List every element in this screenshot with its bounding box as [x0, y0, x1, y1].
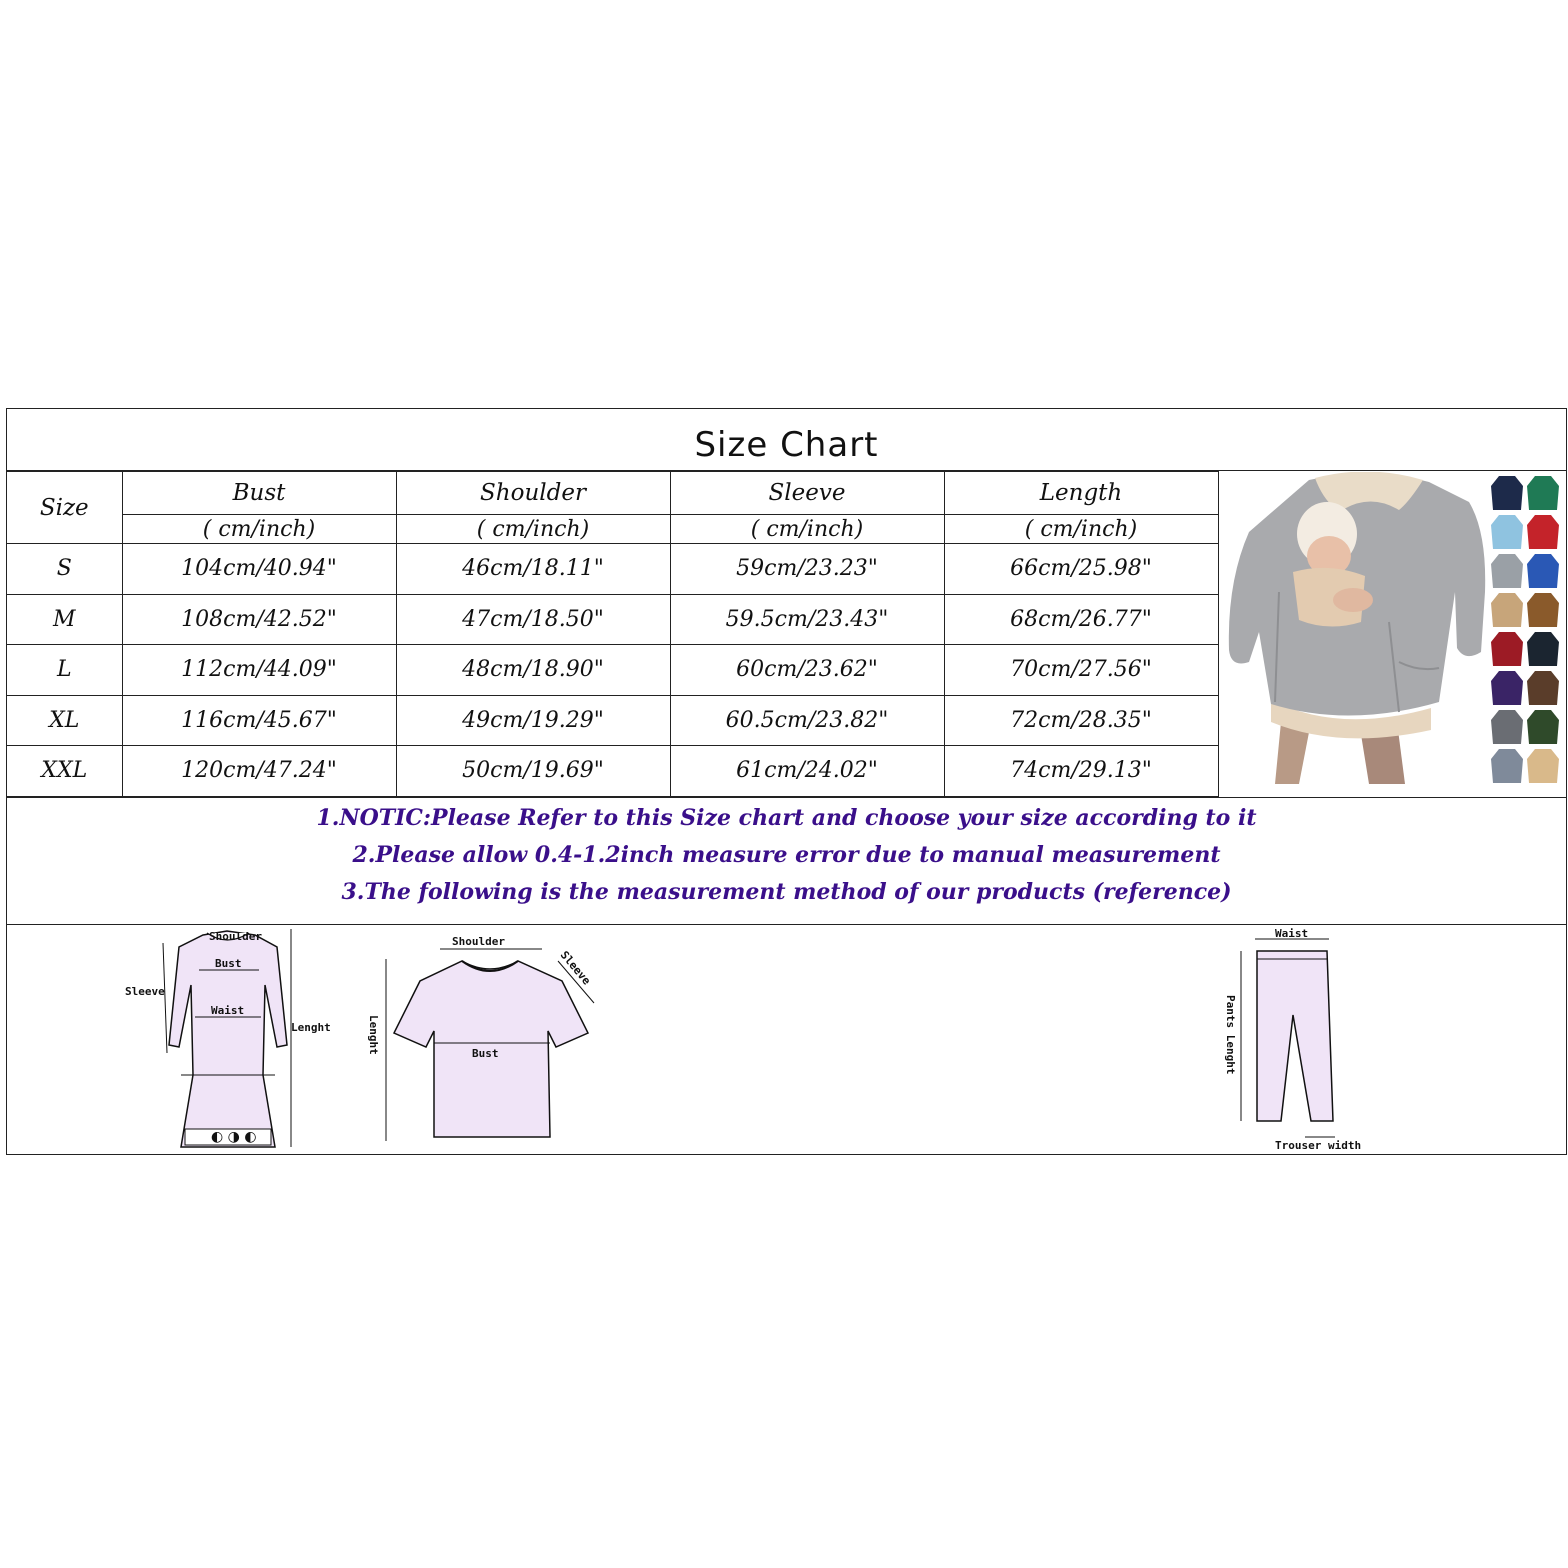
size-cell: M — [7, 594, 122, 645]
size-cell: XL — [7, 695, 122, 746]
shoulder-cell: 47cm/18.50" — [396, 594, 670, 645]
color-swatch — [1491, 710, 1523, 744]
pants-shape — [1257, 951, 1333, 1121]
table-row — [7, 746, 1218, 797]
table-unit-row — [7, 515, 1218, 544]
color-swatch — [1491, 515, 1523, 549]
size-header: Size — [7, 472, 122, 544]
bust-cell: 116cm/45.67" — [122, 695, 396, 746]
length-cell: 68cm/26.77" — [944, 594, 1218, 645]
color-swatch — [1527, 554, 1559, 588]
tshirt-diagram — [362, 925, 612, 1153]
column-unit: ( cm/inch) — [670, 515, 944, 544]
length-cell: 74cm/29.13" — [944, 746, 1218, 797]
tshirt-length-label: Lenght — [367, 1015, 380, 1055]
length-cell: 70cm/27.56" — [944, 645, 1218, 696]
column-header: Shoulder — [396, 472, 670, 515]
color-swatch — [1491, 554, 1523, 588]
product-photo — [1219, 472, 1565, 797]
pants-diagram — [1215, 925, 1375, 1153]
dress-diagram — [115, 925, 345, 1153]
dress-bust-label: Bust — [215, 957, 242, 970]
tshirt-shoulder-label: Shoulder — [452, 935, 505, 948]
tshirt-bust-label: Bust — [472, 1047, 499, 1060]
bust-cell: 112cm/44.09" — [122, 645, 396, 696]
color-swatch — [1491, 593, 1523, 627]
sleeve-cell: 59cm/23.23" — [670, 544, 944, 595]
dress-shoulder-label: Shoulder — [209, 930, 262, 943]
sleeve-cell: 61cm/24.02" — [670, 746, 944, 797]
bust-cell: 108cm/42.52" — [122, 594, 396, 645]
notes-section — [7, 797, 1566, 925]
color-swatch — [1527, 515, 1559, 549]
shoulder-cell: 50cm/19.69" — [396, 746, 670, 797]
note-line: 1.NOTIC:Please Refer to this Size chart and choose your size according to it — [316, 805, 1257, 831]
bust-cell: 104cm/40.94" — [122, 544, 396, 595]
column-header: Length — [944, 472, 1218, 515]
table-row — [7, 594, 1218, 645]
hand — [1333, 588, 1373, 612]
size-cell: L — [7, 645, 122, 696]
color-swatch — [1491, 671, 1523, 705]
pants-length-label: Pants Lenght — [1224, 995, 1237, 1075]
color-swatch — [1491, 749, 1523, 783]
sleeve-cell: 60.5cm/23.82" — [670, 695, 944, 746]
note-line: 3.The following is the measurement method of our products (reference) — [341, 879, 1232, 905]
measurement-diagrams — [7, 925, 1566, 1155]
size-table — [7, 471, 1219, 797]
sleeve-cell: 60cm/23.62" — [670, 645, 944, 696]
dress-waist-label: Waist — [211, 1004, 245, 1017]
color-swatch — [1491, 632, 1523, 666]
column-header: Sleeve — [670, 472, 944, 515]
color-swatch — [1527, 632, 1559, 666]
column-unit: ( cm/inch) — [944, 515, 1218, 544]
shoulder-cell: 46cm/18.11" — [396, 544, 670, 595]
length-cell: 66cm/25.98" — [944, 544, 1218, 595]
table-row — [7, 544, 1218, 595]
color-swatch — [1527, 710, 1559, 744]
table-row — [7, 695, 1218, 746]
color-swatch — [1527, 476, 1559, 510]
note-line: 2.Please allow 0.4-1.2inch measure error due to manual measurement — [352, 842, 1221, 868]
dress-length-label: Lenght — [291, 1021, 331, 1034]
moon-pattern: ◐ ◑ ◐ — [211, 1129, 257, 1145]
pants-waist-label: Waist — [1275, 927, 1309, 940]
column-header: Bust — [122, 472, 396, 515]
shoulder-cell: 49cm/19.29" — [396, 695, 670, 746]
dress-sleeve-label: Sleeve — [125, 985, 165, 998]
color-swatch — [1527, 671, 1559, 705]
chart-title: Size Chart — [7, 409, 1566, 471]
column-unit: ( cm/inch) — [122, 515, 396, 544]
shoulder-cell: 48cm/18.90" — [396, 645, 670, 696]
length-cell: 72cm/28.35" — [944, 695, 1218, 746]
tshirt-sleeve-label: Sleeve — [557, 948, 594, 988]
size-chart — [6, 408, 1567, 1155]
color-swatch — [1527, 749, 1559, 783]
size-cell: XXL — [7, 746, 122, 797]
color-swatch — [1491, 476, 1523, 510]
sleeve-cell: 59.5cm/23.43" — [670, 594, 944, 645]
column-unit: ( cm/inch) — [396, 515, 670, 544]
color-swatch — [1527, 593, 1559, 627]
table-row — [7, 645, 1218, 696]
bust-cell: 120cm/47.24" — [122, 746, 396, 797]
pants-width-label: Trouser width — [1275, 1139, 1362, 1152]
sleeve-line — [163, 943, 167, 1053]
size-cell: S — [7, 544, 122, 595]
table-header-row — [7, 472, 1218, 515]
